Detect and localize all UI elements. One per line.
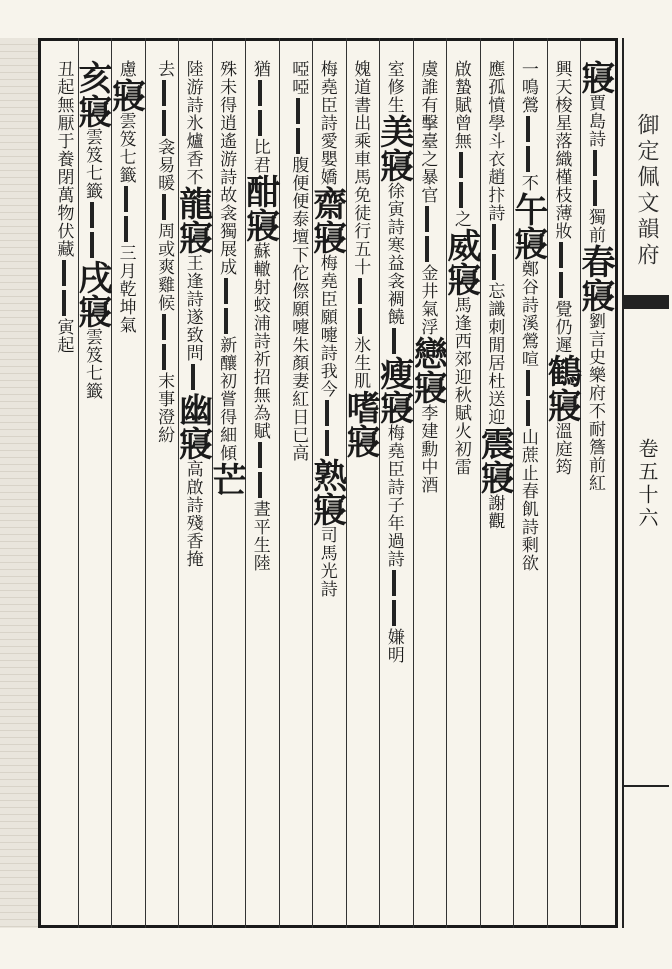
annotation-text: 溫庭筠: [551, 422, 572, 476]
fish-tail-mark: [623, 295, 669, 309]
annotation-text: 五十: [350, 240, 371, 276]
annotation-text: 詩: [383, 550, 404, 568]
annotation-text: 趙抃詩: [484, 168, 505, 222]
text-column: [46, 60, 76, 920]
repeat-mark: [90, 202, 94, 228]
annotation-text: 泰壇下佗傺願嚏朱顏妻: [288, 210, 309, 390]
text-column: [541, 60, 582, 920]
repeat-mark: [392, 600, 396, 626]
repeat-mark: [492, 254, 496, 280]
annotation-text: 虞誰有擊臺之暴: [417, 60, 438, 186]
text-column: [306, 60, 347, 920]
repeat-mark: [224, 278, 228, 304]
text-column: [147, 60, 177, 920]
annotation-text: 猶: [249, 60, 270, 78]
repeat-mark: [258, 110, 262, 136]
annotation-text: 山蔗止春飢: [517, 428, 538, 518]
lower-rule: [623, 785, 669, 787]
repeat-mark: [296, 98, 300, 124]
annotation-text: 殊未得逍遙: [216, 60, 237, 150]
annotation-text: 賈島詩: [584, 94, 605, 148]
annotation-text: 新釀初嘗得細傾: [216, 336, 237, 462]
text-column: [172, 60, 213, 920]
repeat-mark: [526, 146, 530, 172]
repeat-mark: [358, 278, 362, 304]
annotation-text: 應孤憤學斗衣: [484, 60, 505, 168]
annotation-text: 金井氣浮: [417, 264, 438, 336]
text-column: [574, 60, 615, 920]
headword: 春寢: [574, 244, 615, 312]
repeat-mark: [593, 150, 597, 176]
annotation-text: 晝平生陸: [249, 500, 270, 572]
annotation-text: 嫌明: [383, 628, 404, 664]
annotation-text: 梅堯臣願嚏詩我今: [316, 254, 337, 398]
repeat-mark: [358, 308, 362, 334]
headword: 芒: [206, 462, 247, 496]
annotation-text: 去: [154, 60, 175, 78]
repeat-mark: [526, 116, 530, 142]
text-column: [373, 60, 414, 920]
annotation-text: 梅堯臣詩愛嬰嬌: [316, 60, 337, 186]
annotation-text: 官: [417, 186, 438, 204]
headword: 瘦寢: [373, 356, 414, 424]
repeat-mark: [62, 290, 66, 316]
volume-number: 卷五十六: [635, 438, 659, 530]
annotation-text: 李建勳中酒: [417, 404, 438, 494]
annotation-text: 梅堯臣詩子年過: [383, 424, 404, 550]
headword: 午寢: [507, 192, 548, 260]
annotation-text: 雲笈七籤: [82, 328, 103, 400]
column-rule: [279, 38, 280, 928]
annotation-text: 蘇轍射蛟浦詩祈招無為賦: [249, 242, 270, 440]
headword: 威寢: [440, 228, 481, 296]
annotation-text: 徐寅詩寒益衾裯饒: [383, 182, 404, 326]
text-column: [281, 60, 311, 920]
binding-edge: [0, 38, 40, 928]
annotation-text: 一鳴鶯: [517, 60, 538, 114]
annotation-text: 雲笈七籤: [115, 112, 136, 184]
column-rule: [145, 38, 146, 928]
annotation-text: 慮: [115, 60, 136, 78]
text-column: [72, 60, 113, 920]
repeat-mark: [593, 180, 597, 206]
headword: 寢: [105, 78, 146, 112]
annotation-text: 末事澄紛: [154, 372, 175, 444]
book-title: 御定佩文韻府: [634, 113, 659, 269]
repeat-mark: [392, 570, 396, 596]
text-column: [239, 60, 280, 920]
annotation-text: 獨前: [584, 208, 605, 244]
headword: 美寢: [373, 114, 414, 182]
annotation-text: 紅日已高: [288, 390, 309, 462]
repeat-mark: [258, 80, 262, 106]
annotation-text: 高啟詩殘香掩: [182, 460, 203, 568]
headword: 幽寢: [172, 392, 213, 460]
repeat-mark: [162, 80, 166, 106]
repeat-mark: [559, 272, 563, 298]
repeat-mark: [296, 128, 300, 154]
headword: 亥寢: [72, 60, 113, 128]
headword: 戌寢: [72, 260, 113, 328]
headword: 齋寢: [306, 186, 347, 254]
repeat-mark: [224, 308, 228, 334]
repeat-mark: [162, 344, 166, 370]
repeat-mark: [124, 216, 128, 242]
repeat-mark: [258, 472, 262, 498]
repeat-mark: [459, 182, 463, 208]
text-column: [105, 60, 146, 920]
annotation-text: 謝觀: [484, 494, 505, 530]
headword: 鶴寢: [541, 354, 582, 422]
headword: 震寢: [474, 426, 515, 494]
annotation-text: 詩剩欲: [517, 518, 538, 572]
annotation-text: 周或爽雞候: [154, 222, 175, 312]
repeat-mark: [325, 430, 329, 456]
repeat-mark: [162, 194, 166, 220]
text-column: [440, 60, 481, 920]
annotation-text: 出乘車馬免徒行: [350, 114, 371, 240]
annotation-text: 丑起無厭于養: [53, 60, 74, 168]
repeat-mark: [62, 260, 66, 286]
repeat-mark: [162, 314, 166, 340]
annotation-text: 興天梭星落織: [551, 60, 572, 168]
center-margin: [622, 38, 670, 928]
annotation-text: 初雷: [450, 440, 471, 476]
headword: 熟寢: [306, 458, 347, 526]
annotation-text: 氷生肌: [350, 336, 371, 390]
annotation-text: 游詩故衾獨展成: [216, 150, 237, 276]
repeat-mark: [559, 242, 563, 268]
repeat-mark: [191, 364, 195, 390]
text-column: [206, 60, 247, 920]
annotation-text: 啟蟄賦曾無: [450, 60, 471, 150]
text-column: [407, 60, 448, 920]
annotation-text: 衾易暖: [154, 138, 175, 192]
annotation-text: 司馬光詩: [316, 526, 337, 598]
annotation-text: 之: [450, 210, 471, 228]
headword: 酣寢: [239, 174, 280, 242]
annotation-text: 媿道書: [350, 60, 371, 114]
annotation-text: 啞啞: [288, 60, 309, 96]
annotation-text: 腹便便: [288, 156, 309, 210]
repeat-mark: [492, 224, 496, 250]
text-column: [474, 60, 515, 920]
annotation-text: 劉言史樂府不耐簷前紅: [584, 312, 605, 492]
repeat-mark: [124, 186, 128, 212]
repeat-mark: [526, 400, 530, 426]
repeat-mark: [258, 442, 262, 468]
annotation-text: 槿枝薄妝: [551, 168, 572, 240]
repeat-mark: [425, 206, 429, 232]
annotation-text: 陸游詩氷爐香不: [182, 60, 203, 186]
annotation-text: 比君: [249, 138, 270, 174]
annotation-text: 閉萬物伏藏: [53, 168, 74, 258]
headword: 嗜寢: [340, 390, 381, 458]
annotation-text: 不: [517, 174, 538, 192]
repeat-mark: [526, 370, 530, 396]
repeat-mark: [425, 236, 429, 262]
annotation-text: 室修生: [383, 60, 404, 114]
repeat-mark: [459, 152, 463, 178]
text-column: [340, 60, 381, 920]
repeat-mark: [162, 110, 166, 136]
annotation-text: 忘識刺閒居杜送迎: [484, 282, 505, 426]
annotation-text: 三月乾坤氣: [115, 244, 136, 334]
headword: 戀寢: [407, 336, 448, 404]
annotation-text: 覺仍遲: [551, 300, 572, 354]
repeat-mark: [90, 232, 94, 258]
annotation-text: 鄭谷詩溪鶯喧: [517, 260, 538, 368]
annotation-text: 寅起: [53, 318, 74, 354]
annotation-text: 馬逢西郊迎秋賦火: [450, 296, 471, 440]
annotation-text: 雲笈七籤: [82, 128, 103, 200]
repeat-mark: [325, 400, 329, 426]
repeat-mark: [392, 328, 396, 354]
text-column: [507, 60, 548, 920]
headword: 龍寢: [172, 186, 213, 254]
annotation-text: 王逢詩遂致問: [182, 254, 203, 362]
headword: 寢: [574, 60, 615, 94]
